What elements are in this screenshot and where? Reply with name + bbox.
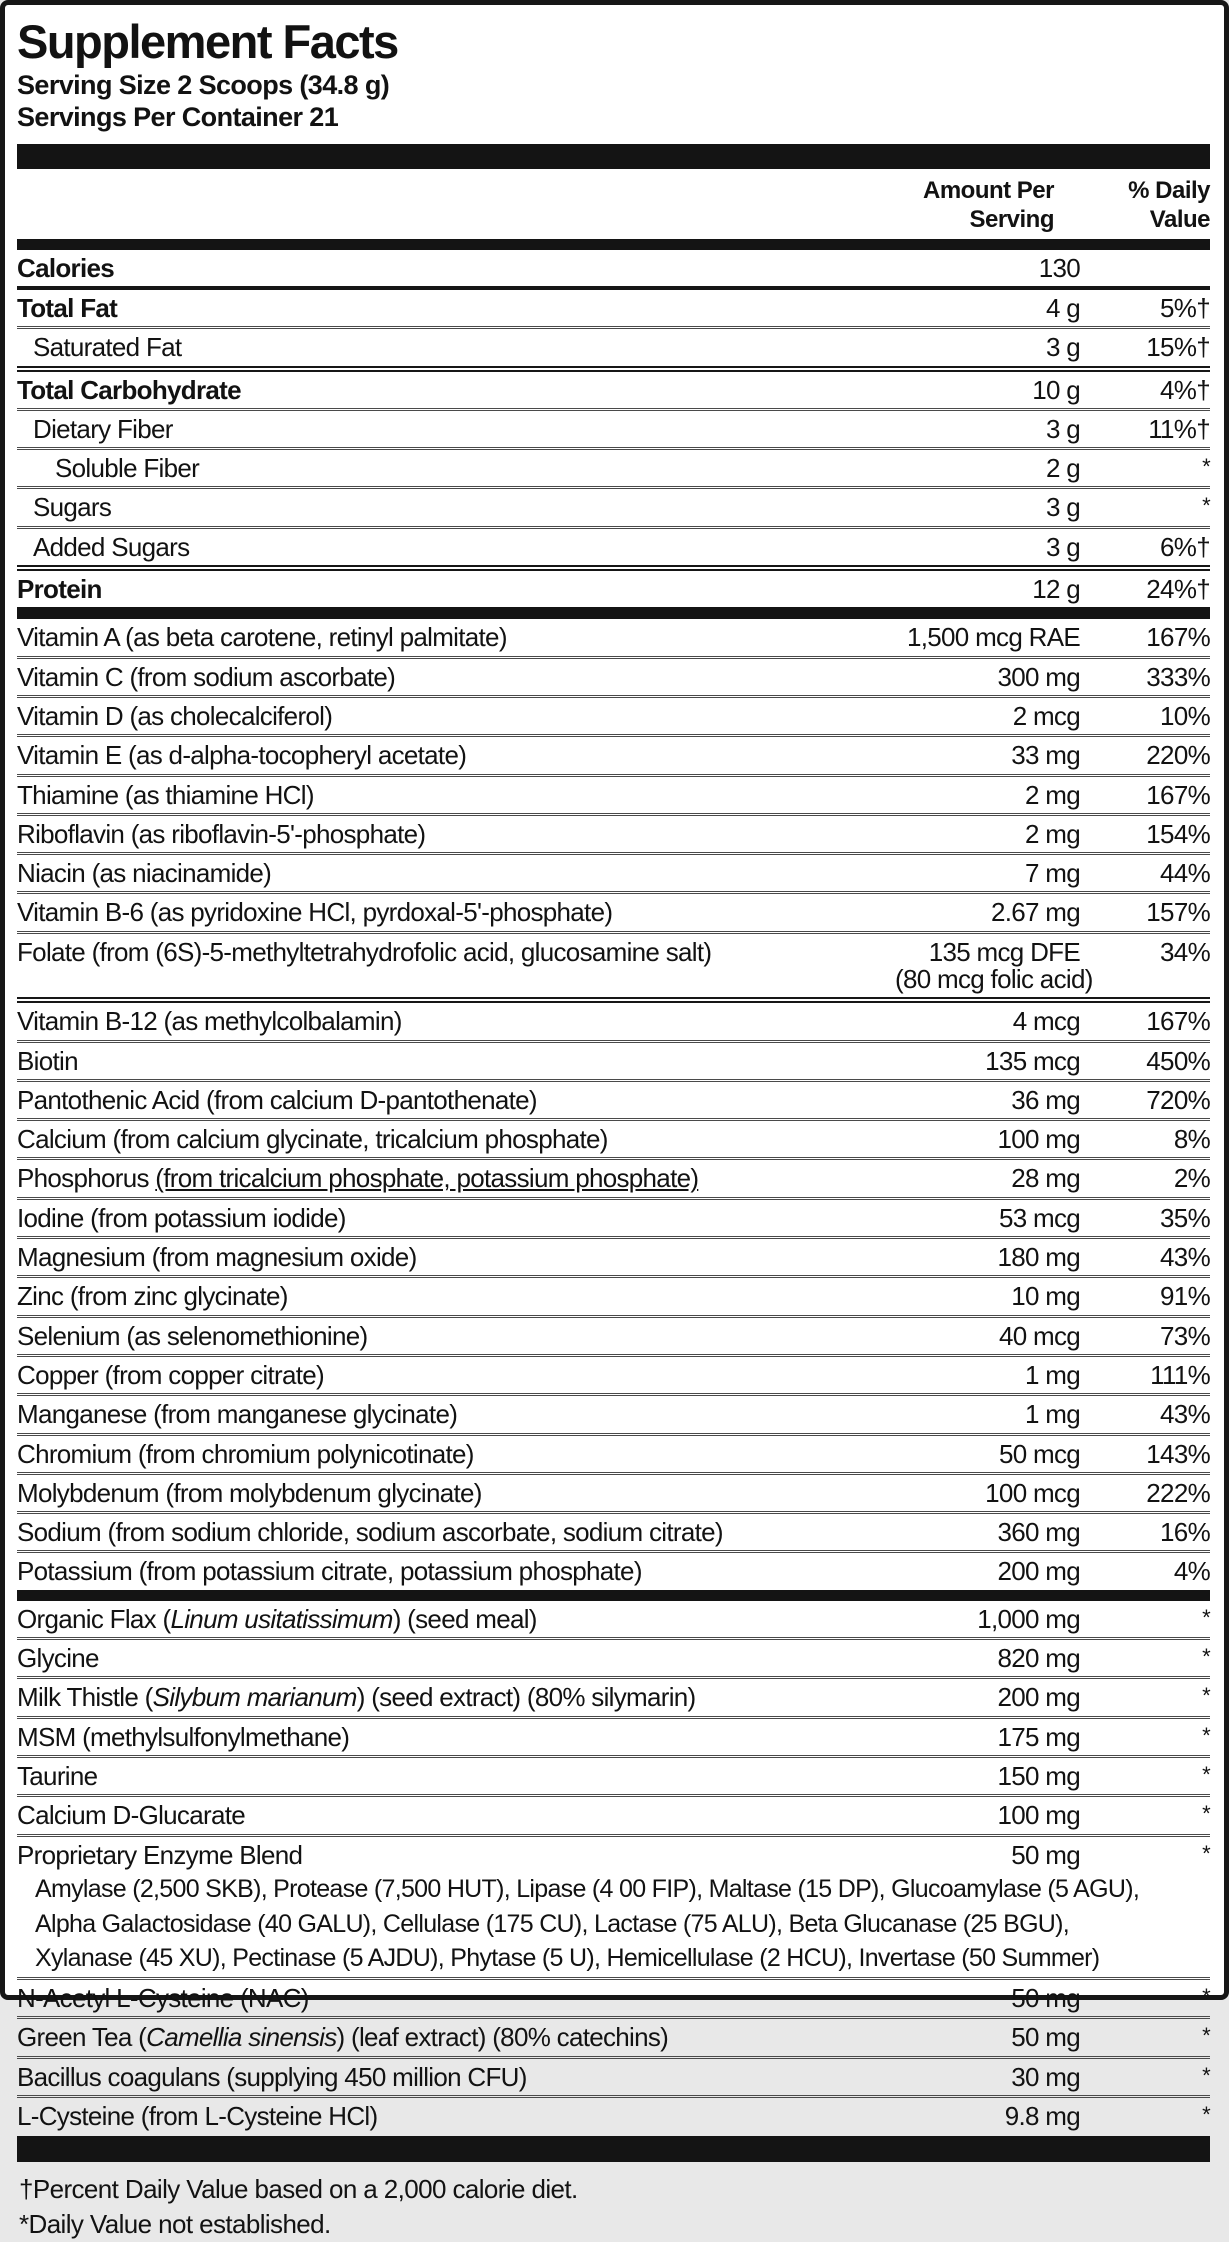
row-name-part: Iodine (from potassium iodide) xyxy=(17,1202,346,1233)
row-name xyxy=(17,576,895,603)
row-amount xyxy=(895,413,1080,444)
row-daily-value: 111% xyxy=(1150,1359,1210,1390)
table-row xyxy=(17,1676,1210,1715)
row-name-part: Saturated Fat xyxy=(33,332,182,363)
row-amount-value-line2: (80 mcg folic acid) xyxy=(895,964,1093,994)
row-daily-value: * xyxy=(1202,1801,1210,1827)
row-amount-value: 12 g xyxy=(1032,574,1080,605)
row-name-part: Molybdenum (from molybdenum glycinate) xyxy=(17,1477,482,1508)
table-row xyxy=(17,1079,1210,1118)
table-row xyxy=(17,891,1210,930)
table-row xyxy=(17,286,1210,326)
section-bar-footnotes xyxy=(17,2136,1210,2162)
table-row xyxy=(17,931,1210,998)
row-name xyxy=(17,1438,895,1469)
row-name xyxy=(17,1165,895,1192)
table-row xyxy=(17,1511,1210,1550)
row-name-part: Linum usitatissimum xyxy=(170,1603,393,1634)
row-daily-value: 143% xyxy=(1146,1438,1210,1469)
row-name-part: Manganese (from manganese glycinate) xyxy=(17,1399,458,1430)
row-amount xyxy=(895,779,1080,810)
table-row xyxy=(17,2095,1210,2134)
row-name xyxy=(17,494,895,521)
row-amount-value: 130 xyxy=(1038,252,1080,283)
row-name xyxy=(17,531,895,562)
botanicals-rows xyxy=(17,1601,1210,2135)
row-name-part: Folate (from (6S)-5-methyltetrahydrofolic acid, glucosamine salt) xyxy=(17,936,712,967)
table-row xyxy=(17,250,1210,286)
row-name-part: Vitamin D (as cholecalciferol) xyxy=(17,700,333,731)
row-name-part: Sugars xyxy=(33,492,112,523)
row-name-part: MSM (methylsulfonylmethane) xyxy=(17,1721,350,1752)
row-name xyxy=(17,1401,895,1428)
table-row xyxy=(17,1157,1210,1196)
table-row xyxy=(17,1040,1210,1079)
row-name xyxy=(17,1645,895,1672)
column-header-dv-line1: % Daily xyxy=(1128,177,1210,205)
table-row xyxy=(17,565,1210,607)
row-name xyxy=(17,1477,895,1508)
row-name-part: Sodium (from sodium chloride, sodium ascorbate, sodium citrate) xyxy=(17,1517,723,1548)
row-daily-value: 91% xyxy=(1160,1281,1210,1312)
row-amount xyxy=(895,1008,1080,1035)
row-amount-value: 1 mg xyxy=(1024,1399,1080,1430)
row-amount-value: 50 mg xyxy=(1011,2022,1080,2053)
row-name-part: Vitamin C (from sodium ascorbate) xyxy=(17,661,396,692)
row-amount-value: 100 mg xyxy=(997,1800,1080,1831)
table-row xyxy=(17,619,1210,655)
row-name xyxy=(17,455,895,482)
row-name xyxy=(17,1320,895,1351)
row-amount-value: 100 mg xyxy=(997,1124,1080,1155)
page-title: Supplement Facts xyxy=(17,15,398,68)
row-amount-value: 2 g xyxy=(1045,453,1080,484)
row-daily-value: 167% xyxy=(1146,1006,1210,1037)
enzyme-blend-detail-line: Alpha Galactosidase (40 GALU), Cellulase (175 CU), Lactase (75 ALU), Beta Glucanase (25 BGU), xyxy=(35,1909,1070,1938)
row-amount xyxy=(895,2024,1080,2051)
row-amount-value: 2 mg xyxy=(1024,818,1080,849)
row-name-part: Vitamin B-12 (as methylcolbalamin) xyxy=(17,1006,402,1037)
row-daily-value: 11%† xyxy=(1148,413,1210,444)
row-amount xyxy=(895,1202,1080,1233)
row-amount xyxy=(895,455,1080,482)
row-amount xyxy=(895,531,1080,562)
section-bar-top xyxy=(17,144,1210,169)
row-amount-value: 9.8 mg xyxy=(1004,2100,1080,2131)
row-amount xyxy=(895,494,1080,521)
row-name-part: Protein xyxy=(17,574,102,605)
column-header-dv-line2: Value xyxy=(1149,205,1210,233)
row-amount-value: 33 mg xyxy=(1011,740,1080,771)
row-name xyxy=(17,1283,895,1310)
row-name xyxy=(17,1603,895,1634)
table-row xyxy=(17,1550,1210,1589)
row-name-part: Thiamine (as thiamine HCl) xyxy=(17,779,314,810)
row-amount-value: 1,000 mg xyxy=(977,1603,1080,1634)
row-daily-value: 4%† xyxy=(1160,374,1210,405)
row-amount xyxy=(895,1603,1080,1634)
column-header-amount-line1: Amount Per xyxy=(922,177,1054,205)
row-daily-value: * xyxy=(1202,1840,1210,1866)
table-row xyxy=(17,1716,1210,1755)
row-amount xyxy=(895,1985,1080,2012)
row-amount-value: 2 mg xyxy=(1024,779,1080,810)
row-amount xyxy=(895,899,1080,926)
row-daily-value: 43% xyxy=(1160,1399,1210,1430)
table-row xyxy=(17,326,1210,365)
row-amount xyxy=(895,1519,1080,1546)
row-amount xyxy=(895,1359,1080,1390)
row-daily-value: 16% xyxy=(1160,1517,1210,1548)
row-name-part: Selenium (as selenomethionine) xyxy=(17,1320,368,1351)
table-row xyxy=(17,1834,1210,1873)
row-amount-value: 50 mg xyxy=(1011,1839,1080,1870)
table-row xyxy=(17,1393,1210,1432)
row-name xyxy=(17,1760,895,1791)
row-name-part: Milk Thistle ( xyxy=(17,1682,153,1713)
row-amount-value: 180 mg xyxy=(997,1242,1080,1273)
row-amount-value: 360 mg xyxy=(997,1517,1080,1548)
row-name xyxy=(17,899,895,926)
row-amount-value: 40 mcg xyxy=(998,1320,1080,1351)
row-name-part: Potassium (from potassium citrate, potassium phosphate) xyxy=(17,1556,642,1587)
row-amount xyxy=(895,742,1080,769)
row-name-part: Pantothenic Acid (from calcium D-pantothenate) xyxy=(17,1084,537,1115)
table-row xyxy=(17,852,1210,891)
row-name-part: Total Carbohydrate xyxy=(17,374,241,405)
row-amount xyxy=(895,1645,1080,1672)
row-amount xyxy=(895,1283,1080,1310)
row-name xyxy=(17,1008,895,1035)
row-amount xyxy=(895,1045,1080,1076)
table-row xyxy=(17,813,1210,852)
row-name xyxy=(17,374,895,405)
row-amount-value: 50 mcg xyxy=(998,1438,1080,1469)
row-name xyxy=(17,779,895,810)
row-amount-value: 2.67 mg xyxy=(990,897,1080,928)
row-amount xyxy=(895,936,1093,994)
column-header-row xyxy=(17,169,1210,239)
table-row xyxy=(17,656,1210,695)
table-row xyxy=(17,1236,1210,1275)
row-amount xyxy=(895,1438,1080,1469)
column-header-daily-value xyxy=(1080,177,1210,235)
table-row xyxy=(17,2056,1210,2095)
row-daily-value: * xyxy=(1202,2062,1210,2088)
row-daily-value: 5%† xyxy=(1160,292,1210,323)
table-row xyxy=(17,1433,1210,1472)
row-name xyxy=(17,1084,895,1115)
row-name xyxy=(17,413,895,444)
row-amount xyxy=(895,1244,1080,1271)
row-name-part: Vitamin B-6 (as pyridoxine HCl, pyrdoxal-5'-phosphate) xyxy=(17,897,613,928)
row-name xyxy=(17,2100,895,2131)
row-daily-value: 2% xyxy=(1173,1163,1210,1194)
row-name-part: Phosphorus xyxy=(17,1163,156,1194)
table-row xyxy=(17,1354,1210,1393)
row-name-part: N-Acetyl L-Cysteine (NAC) xyxy=(17,1983,309,2014)
row-name-part: Calcium (from calcium glycinate, tricalcium phosphate) xyxy=(17,1124,608,1155)
row-amount xyxy=(895,1760,1080,1791)
row-amount-value: 135 mcg xyxy=(985,1045,1080,1076)
row-name-part: Copper (from copper citrate) xyxy=(17,1359,324,1390)
table-row xyxy=(17,1275,1210,1314)
table-row xyxy=(17,486,1210,525)
row-daily-value: * xyxy=(1202,493,1210,519)
row-daily-value: 8% xyxy=(1173,1124,1210,1155)
row-daily-value: 154% xyxy=(1146,818,1210,849)
row-amount-value: 1,500 mcg RAE xyxy=(907,622,1080,653)
row-daily-value: 35% xyxy=(1160,1202,1210,1233)
row-name xyxy=(17,624,895,651)
footnotes xyxy=(17,2162,1210,2242)
row-name-part: Biotin xyxy=(17,1045,78,1076)
row-amount xyxy=(895,1558,1080,1585)
table-row xyxy=(17,408,1210,447)
row-amount-value: 7 mg xyxy=(1024,858,1080,889)
row-name-part: Added Sugars xyxy=(33,531,190,562)
row-daily-value: 157% xyxy=(1146,897,1210,928)
row-name-part: Chromium (from chromium polynicotinate) xyxy=(17,1438,474,1469)
table-row xyxy=(17,1315,1210,1354)
row-amount xyxy=(895,624,1080,651)
row-amount-value: 28 mg xyxy=(1011,1163,1080,1194)
footnote-not-established: *Daily Value not established. xyxy=(19,2209,331,2240)
row-name-part: Vitamin A (as beta carotene, retinyl palmitate) xyxy=(17,622,507,653)
row-daily-value: * xyxy=(1202,2023,1210,2049)
row-name-part: (from tricalcium phosphate, potassium phosphate) xyxy=(155,1163,699,1194)
row-daily-value: 167% xyxy=(1146,622,1210,653)
row-name xyxy=(17,252,895,283)
row-amount xyxy=(895,860,1080,887)
row-name-part: Magnesium (from magnesium oxide) xyxy=(17,1242,417,1273)
row-name-part: L-Cysteine (from L-Cysteine HCl) xyxy=(17,2100,378,2131)
serving-size-line: Serving Size 2 Scoops (34.8 g) xyxy=(17,70,390,101)
row-daily-value: * xyxy=(1202,1984,1210,2010)
row-name-part: Organic Flax ( xyxy=(17,1603,171,1634)
row-name xyxy=(17,1985,895,2012)
enzyme-blend-detail-line: Amylase (2,500 SKB), Protease (7,500 HUT), Lipase (4 00 FIP), Maltase (15 DP), Glucoamylase (5 AGU), xyxy=(35,1874,1140,1903)
row-name-part: Zinc (from zinc glycinate) xyxy=(17,1281,288,1312)
macros-rows xyxy=(17,250,1210,608)
row-name xyxy=(17,1045,895,1076)
row-amount xyxy=(895,1401,1080,1428)
row-amount-value: 3 g xyxy=(1045,492,1080,523)
table-row xyxy=(17,1472,1210,1511)
row-amount xyxy=(895,1477,1080,1508)
row-name-part: Riboflavin (as riboflavin-5'-phosphate) xyxy=(17,818,426,849)
row-name xyxy=(17,1126,895,1153)
row-name-part: Green Tea ( xyxy=(17,2022,147,2053)
row-amount-value: 175 mg xyxy=(997,1721,1080,1752)
row-name xyxy=(17,1839,895,1870)
row-amount-value: 3 g xyxy=(1045,332,1080,363)
row-name-part: Bacillus coagulans (supplying 450 million CFU) xyxy=(17,2061,527,2092)
row-name-part: Proprietary Enzyme Blend xyxy=(17,1839,303,1870)
row-name-part: Niacin (as niacinamide) xyxy=(17,858,272,889)
row-amount xyxy=(895,661,1080,692)
row-amount-value: 36 mg xyxy=(1011,1084,1080,1115)
row-name xyxy=(17,292,895,323)
row-name xyxy=(17,818,895,849)
row-amount xyxy=(895,818,1080,849)
row-name xyxy=(17,334,895,361)
row-name-part: Dietary Fiber xyxy=(33,413,173,444)
row-amount xyxy=(895,1084,1080,1115)
row-name xyxy=(17,1519,895,1546)
row-amount xyxy=(895,576,1080,603)
row-daily-value: * xyxy=(1202,454,1210,480)
row-amount xyxy=(895,1721,1080,1752)
row-name-part: Taurine xyxy=(17,1760,98,1791)
table-row xyxy=(17,1197,1210,1236)
table-row xyxy=(17,1118,1210,1157)
row-amount xyxy=(895,2100,1080,2131)
row-daily-value: 43% xyxy=(1160,1242,1210,1273)
row-name-part: ) (leaf extract) (80% catechins) xyxy=(336,2022,669,2053)
row-daily-value: 220% xyxy=(1146,740,1210,771)
row-name xyxy=(17,1802,895,1829)
row-name-part: Calcium D-Glucarate xyxy=(17,1800,245,1831)
row-amount xyxy=(895,292,1080,323)
column-header-amount xyxy=(814,177,1080,235)
table-row xyxy=(17,774,1210,813)
row-amount-value: 135 mcg DFE xyxy=(928,936,1080,967)
row-name xyxy=(17,661,895,692)
table-row xyxy=(17,526,1210,565)
row-daily-value: 333% xyxy=(1146,661,1210,692)
row-daily-value: 34% xyxy=(1160,936,1210,967)
row-name-part: Silybum marianum xyxy=(152,1682,357,1713)
row-amount-value: 300 mg xyxy=(997,661,1080,692)
row-amount xyxy=(895,2061,1080,2092)
row-name-part: Total Fat xyxy=(17,292,118,323)
row-name xyxy=(17,2024,895,2051)
row-daily-value: 10% xyxy=(1160,700,1210,731)
table-row xyxy=(17,1755,1210,1794)
row-daily-value: * xyxy=(1202,1761,1210,1787)
row-name xyxy=(17,742,895,769)
section-bar-botanicals xyxy=(17,1590,1210,1601)
row-daily-value: 6%† xyxy=(1160,531,1210,562)
row-amount-value: 100 mcg xyxy=(985,1477,1080,1508)
row-name xyxy=(17,700,895,731)
row-name-part: ) (seed meal) xyxy=(392,1603,537,1634)
row-daily-value: 24%† xyxy=(1146,574,1210,605)
row-name xyxy=(17,1558,895,1585)
table-row xyxy=(17,366,1210,408)
footnote-daily-value: †Percent Daily Value based on a 2,000 calorie diet. xyxy=(19,2174,578,2205)
row-daily-value: * xyxy=(1202,1644,1210,1670)
row-amount xyxy=(895,1165,1080,1192)
row-name xyxy=(17,1359,895,1390)
row-amount-value: 3 g xyxy=(1045,531,1080,562)
table-row xyxy=(17,1977,1210,2016)
table-row xyxy=(17,1637,1210,1676)
row-amount-value: 2 mcg xyxy=(1012,700,1080,731)
table-row xyxy=(17,695,1210,734)
table-row xyxy=(17,1601,1210,1637)
row-amount-value: 3 g xyxy=(1045,413,1080,444)
row-daily-value: 73% xyxy=(1160,1320,1210,1351)
section-bar-vitamins xyxy=(17,607,1210,619)
table-row xyxy=(17,1794,1210,1833)
table-row xyxy=(17,447,1210,486)
row-name-part: Vitamin E (as d-alpha-tocopheryl acetate) xyxy=(17,740,467,771)
row-amount-value: 150 mg xyxy=(997,1760,1080,1791)
row-amount-value: 200 mg xyxy=(997,1682,1080,1713)
table-row xyxy=(17,997,1210,1039)
row-daily-value: * xyxy=(1202,1604,1210,1630)
row-name-part: Glycine xyxy=(17,1643,99,1674)
table-row xyxy=(17,2016,1210,2055)
row-name xyxy=(17,860,895,887)
row-daily-value: 4% xyxy=(1173,1556,1210,1587)
row-daily-value: 167% xyxy=(1146,779,1210,810)
row-amount-value: 10 g xyxy=(1032,374,1080,405)
row-name xyxy=(17,2061,895,2092)
row-amount xyxy=(895,1839,1080,1870)
row-amount-value: 4 mcg xyxy=(1012,1006,1080,1037)
row-name xyxy=(17,1721,895,1752)
row-amount xyxy=(895,1320,1080,1351)
row-daily-value: * xyxy=(1202,1722,1210,1748)
row-name-part: Soluble Fiber xyxy=(55,453,200,484)
row-daily-value: 720% xyxy=(1146,1084,1210,1115)
row-name xyxy=(17,1202,895,1233)
row-name-part: Camellia sinensis xyxy=(146,2022,337,2053)
row-name-part: ) (seed extract) (80% silymarin) xyxy=(356,1682,696,1713)
row-daily-value: 44% xyxy=(1160,858,1210,889)
column-header-amount-line2: Serving xyxy=(969,205,1054,233)
row-amount-value: 820 mg xyxy=(997,1643,1080,1674)
table-row xyxy=(17,734,1210,773)
row-amount xyxy=(895,1684,1080,1711)
row-amount xyxy=(895,374,1080,405)
row-daily-value: 450% xyxy=(1146,1045,1210,1076)
row-daily-value: 222% xyxy=(1146,1477,1210,1508)
row-name xyxy=(17,1684,895,1711)
row-name xyxy=(17,936,895,967)
row-name-part: Calories xyxy=(17,252,115,283)
row-amount-value: 1 mg xyxy=(1024,1359,1080,1390)
row-amount xyxy=(895,252,1080,283)
row-daily-value: * xyxy=(1202,2101,1210,2127)
row-amount-value: 53 mcg xyxy=(998,1202,1080,1233)
row-daily-value: * xyxy=(1202,1683,1210,1709)
section-bar-header xyxy=(17,239,1210,250)
servings-per-container-line: Servings Per Container 21 xyxy=(17,102,339,133)
row-amount xyxy=(895,334,1080,361)
row-amount-value: 4 g xyxy=(1045,292,1080,323)
row-amount-value: 10 mg xyxy=(1011,1281,1080,1312)
row-amount xyxy=(895,1802,1080,1829)
enzyme-blend-detail-line: Xylanase (45 XU), Pectinase (5 AJDU), Phytase (5 U), Hemicellulase (2 HCU), Invertase (50 Summer) xyxy=(35,1944,1100,1973)
row-daily-value: 15%† xyxy=(1146,332,1210,363)
vitamins-rows xyxy=(17,619,1210,1589)
row-amount xyxy=(895,1126,1080,1153)
row-name xyxy=(17,1244,895,1271)
row-amount-value: 50 mg xyxy=(1011,1983,1080,2014)
row-amount-value: 200 mg xyxy=(997,1556,1080,1587)
row-amount-value: 30 mg xyxy=(1011,2061,1080,2092)
row-amount xyxy=(895,700,1080,731)
